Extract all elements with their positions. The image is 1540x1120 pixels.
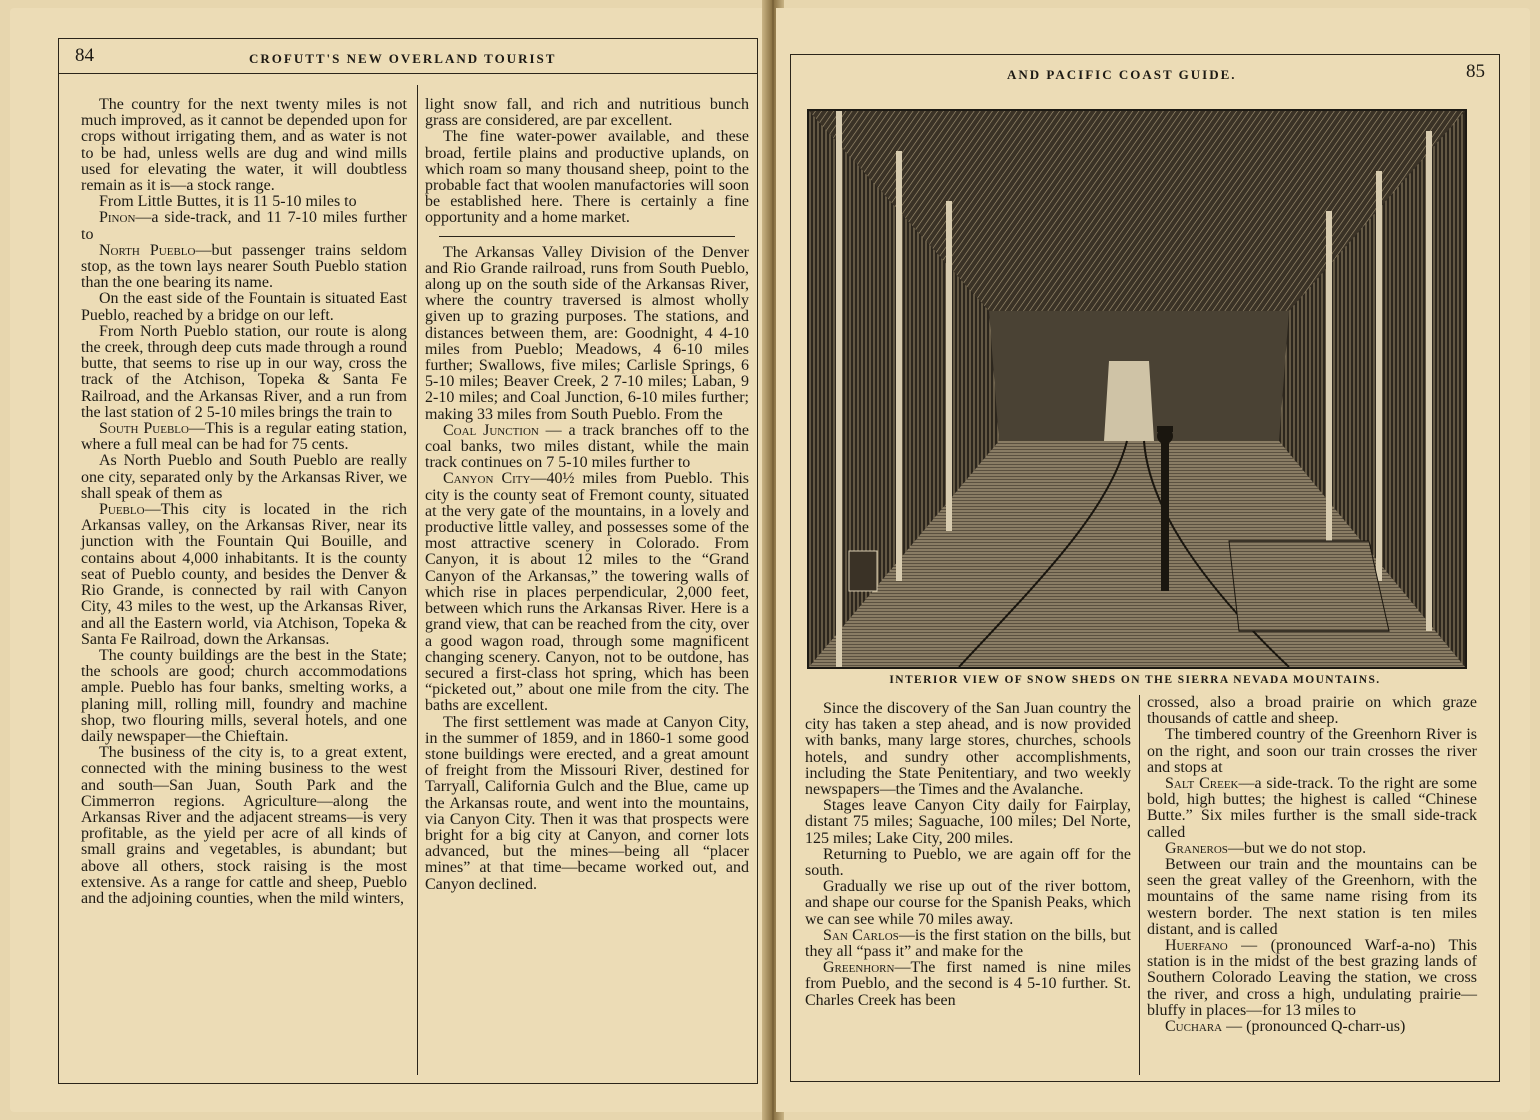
paragraph-text: —The first named is nine miles from Pueblo, and the second is 4 5-10 further. St. Charles Creek has been	[805, 959, 1131, 1009]
paragraph	[425, 129, 749, 226]
station-name: North Pueblo	[99, 241, 196, 259]
paragraph	[805, 847, 1131, 879]
station-name: Salt Creek	[1165, 775, 1239, 793]
paragraph	[425, 245, 749, 423]
paragraph	[81, 453, 407, 502]
paragraph	[81, 97, 407, 194]
column-rule	[417, 85, 418, 1075]
paragraph	[1147, 776, 1477, 841]
paragraph-text: —This city is located in the rich Arkansas valley, on the Arkansas River, near its junction with the Fountain Qui Bouille, and contains about 4,000 inhabitants. It is the county seat of Pueblo county, and besides the Denver & Rio Grande, is connected by rail with Canyon City, 43 miles to the west, up the Arkansas River, and all the Eastern world, via Atchison, Topeka & Santa Fe Railroad, down the Arkansas.	[81, 501, 407, 648]
station-name: San Carlos	[823, 926, 899, 944]
paragraph	[1147, 727, 1477, 776]
paragraph-text: The timbered country of the Greenhorn River is on the right, and soon our train crosses the river and stops at	[1147, 726, 1477, 776]
paragraph-text: — (pronounced Warf-a-no) This station is in the midst of the best grazing lands of Southern Colorado Leaving the station, we cross the river, and cross a high, undulating prairie—bluffy in places—for 13 miles to	[1147, 937, 1477, 1019]
paragraph-text: The business of the city is, to a great extent, connected with the mining business to the west and south—San Juan, South Park and the Cimmerron regions. Agriculture—along the Arkansas River and the adjacent streams—is very profitable, as the yield per acre of all kinds of small grains and vegetables, is abundant; but above all others, stock raising is the most extensive. As a range for cattle and sheep, Pueblo and the adjoining counties, when the mild winters,	[81, 744, 407, 907]
paragraph	[1147, 857, 1477, 938]
paragraph-text: — a track branches off to the coal banks, two miles distant, while the main track continues on 7 5-10 miles further to	[425, 421, 750, 472]
paragraph-text: As North Pueblo and South Pueblo are really one city, separated only by the Arkansas River, we shall speak of them as	[81, 452, 407, 502]
paragraph	[425, 715, 749, 893]
paragraph-text: From North Pueblo station, our route is along the creek, through deep cuts made through a round butte, that seems to rise up in our way, cross the track of the Atchison, Topeka & Santa Fe Railroad, and the Arkansas River, and a run from the last station of 2 5-10 miles brings the train to	[81, 322, 407, 421]
right-page-number: 85	[1466, 61, 1485, 82]
paragraph-text: The Arkansas Valley Division of the Denver and Rio Grande railroad, runs from South Pueblo, along up on the south side of the Arkansas River, where the country traversed is almost wholly given up to grazing purposes. The stations, and distances between them, are: Goodnight, 4 4-10 miles from Pueblo; Meadows, 4 6-10 miles further; Swallows, five miles; Carlisle Springs, 6 5-10 miles; Beaver Creek, 2 7-10 miles; Laban, 9 2-10 miles; and Coal Junction, 6-10 miles further; making 33 miles from South Pueblo. From the	[425, 243, 749, 423]
paragraph-text: The first settlement was made at Canyon City, in the summer of 1859, and in 1860-1 some good stone buildings were erected, and a great amount of freight from the Missouri River, destined for Tarryall, California Gulch and the Blue, came up the Arkansas route, and went into the mountains, via Canyon City. Then it was that prospects were bright for a big city at Canyon, and corner lots advanced, but the mines—being all “placer mines” at that time—became worked out, and Canyon declined.	[425, 713, 749, 893]
paragraph	[81, 210, 407, 242]
paragraph-text: —a side-track, and 11 7-10 miles further to	[81, 209, 407, 243]
paragraph	[1147, 938, 1477, 1019]
left-page-frame	[58, 38, 758, 1084]
paragraph-text: —is the first station on the bills, but they all “pass it” and make for the	[805, 926, 1131, 961]
paragraph-text: The county buildings are the best in the State; the schools are good; church accommodations ample. Pueblo has four banks, smelting works, a planing mill, rolling mill, foundry and machine shop, two flouring mills, several hotels, and one daily newspaper—the Chieftain.	[81, 646, 407, 745]
station-name: Huerfano	[1165, 937, 1228, 955]
paragraph	[81, 745, 407, 907]
paragraph-text: — (pronounced Q-charr-us)	[1222, 1018, 1406, 1036]
station-name: Graneros	[1165, 839, 1228, 857]
left-column-2-upper	[425, 97, 749, 227]
paragraph-text: —This is a regular eating station, where a full meal can be had for 75 cents.	[81, 420, 408, 454]
station-name: Cuchara	[1165, 1018, 1223, 1036]
left-column-1	[81, 97, 407, 907]
paragraph-text: Since the discovery of the San Juan country the city has taken a step ahead, and is now provided with banks, many large stores, churches, schools hotels, and sundry other accomplishments, including the State Penitentiary, and two weekly newspapers—the Times and the Avalanche.	[805, 700, 1131, 799]
column-rule	[1139, 695, 1140, 1075]
paragraph-text: light snow fall, and rich and nutritious bunch grass are considered, are par excellent.	[425, 96, 749, 130]
paragraph	[1147, 695, 1477, 727]
paragraph	[81, 243, 407, 292]
station-name: Pinon	[99, 209, 136, 227]
left-column-2-lower	[425, 245, 749, 893]
snow-sheds-engraving	[807, 109, 1467, 669]
left-running-head: CROFUTT'S NEW OVERLAND TOURIST	[249, 51, 557, 66]
left-page-number: 84	[75, 45, 94, 66]
paragraph-text: Stages leave Canyon City daily for Fairplay, distant 75 miles; Saguache, 100 miles; Del Norte, 125 miles; Lake City, 200 miles.	[805, 797, 1131, 847]
paragraph-text: Returning to Pueblo, we are again off for the south.	[805, 845, 1131, 880]
paragraph	[81, 194, 407, 210]
paragraph	[1147, 1019, 1477, 1035]
paragraph-text: The fine water-power available, and these broad, fertile plains and productive uplands, on which roam so many thousand sheep, point to the probable fact that woolen manufactories will soon be established here. There is certainly a fine opportunity and a home market.	[425, 128, 749, 227]
tunnel-illustration	[809, 111, 1465, 667]
paragraph	[1147, 841, 1477, 857]
paragraph	[805, 701, 1131, 798]
paragraph-text: On the east side of the Fountain is situated East Pueblo, reached by a bridge on our left.	[81, 290, 407, 324]
right-column-1	[805, 701, 1131, 1009]
paragraph	[81, 291, 407, 323]
paragraph	[425, 423, 749, 472]
right-running-head: AND PACIFIC COAST GUIDE.	[1007, 67, 1237, 82]
paragraph	[805, 879, 1131, 928]
paragraph-text: From Little Buttes, it is 11 5-10 miles to	[99, 193, 357, 211]
station-name: Canyon City	[443, 470, 531, 488]
paragraph	[81, 421, 407, 453]
illustration-caption: INTERIOR VIEW OF SNOW SHEDS ON THE SIERRA NEVADA MOUNTAINS.	[889, 674, 1381, 686]
paragraph	[805, 960, 1131, 1009]
paragraph-text: crossed, also a broad prairie on which graze thousands of cattle and sheep.	[1147, 694, 1477, 728]
right-column-2	[1147, 695, 1477, 1035]
station-name: Greenhorn	[823, 959, 895, 977]
paragraph-text: Between our train and the mountains can be seen the great valley of the Greenhorn, with the mountains of the same name rising from its western border. The next station is ten miles distant, and is called	[1147, 856, 1477, 938]
left-page	[10, 8, 766, 1112]
section-divider	[439, 236, 735, 237]
paragraph	[425, 97, 749, 129]
right-page-frame	[790, 54, 1500, 1082]
station-name: Pueblo	[99, 501, 145, 519]
paragraph	[81, 502, 407, 648]
paragraph-text: —but we do not stop.	[1227, 839, 1367, 857]
paragraph-text: —40½ miles from Pueblo. This city is the county seat of Fremont county, situated at the very gate of the mountains, in a lovely and productive little valley, and possesses some of the most attractive scenery in Colorado. From Canyon, it is about 12 miles to the “Grand Canyon of the Arkansas,” the towering walls of which rise in places perpendicular, 2,000 feet, between which runs the Arkansas River. Here is a grand view, that can be reached from the city, over a good wagon road, through some magnificent changing scenery. Canyon, not to be outdone, has secured a first-class hot spring, which has been “picketed out,” about one mile from the city. The baths are excellent.	[425, 470, 749, 715]
station-name: South Pueblo	[99, 420, 189, 438]
paragraph	[425, 471, 749, 714]
paragraph-text: Gradually we rise up out of the river bottom, and shape our course for the Spanish Peaks, which we can see while 70 miles away.	[805, 878, 1131, 928]
right-page-header	[791, 55, 1499, 89]
station-name: Coal Junction	[443, 421, 539, 439]
paragraph-text: The country for the next twenty miles is not much improved, as it cannot be depended upon for crops without irrigating them, and as water is not to be had, unless wells are dug and wind mills used for elevating the water, it will doubtless remain as it is—a stock range.	[81, 96, 407, 195]
left-page-header	[59, 39, 757, 74]
paragraph-text: —but passenger trains seldom stop, as the town lays nearer South Pueblo station than the one bearing its name.	[81, 241, 408, 292]
paragraph	[805, 798, 1131, 847]
paragraph	[81, 648, 407, 745]
right-page	[776, 8, 1530, 1112]
paragraph	[805, 928, 1131, 960]
paragraph-text: —a side-track. To the right are some bold, high buttes; the highest is called “Chinese Butte.” Six miles further is the small side-track called	[1147, 775, 1477, 841]
left-column-2	[425, 97, 749, 893]
paragraph	[81, 324, 407, 421]
